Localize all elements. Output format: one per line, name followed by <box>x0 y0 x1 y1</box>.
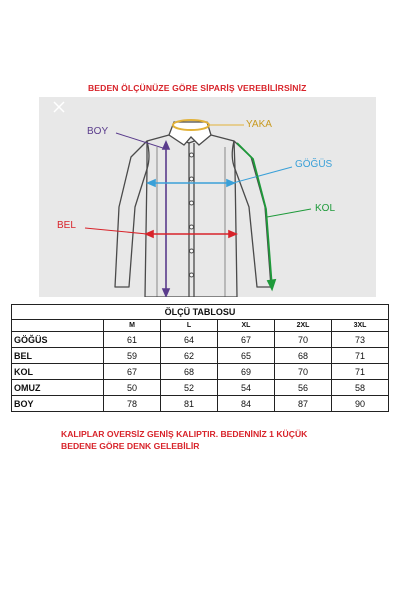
fit-warning-line-1: KALIPLAR OVERSİZ GENİŞ KALIPTIR. BEDENİNİZ 1 KÜÇÜK <box>61 429 308 439</box>
table-cell: 62 <box>161 348 218 364</box>
column-header-xl: XL <box>218 320 275 332</box>
table-cell: 61 <box>104 332 161 348</box>
label-yaka: YAKA <box>246 119 272 130</box>
table-cell: 71 <box>332 348 389 364</box>
table-cell: 58 <box>332 380 389 396</box>
table-cell: 87 <box>275 396 332 412</box>
table-cell: 65 <box>218 348 275 364</box>
collar <box>169 120 211 145</box>
column-header-m: M <box>104 320 161 332</box>
table-header-row <box>12 320 389 332</box>
table-cell: 52 <box>161 380 218 396</box>
shirt-measurement-diagram <box>39 97 376 297</box>
table-cell: 54 <box>218 380 275 396</box>
table-row <box>12 396 389 412</box>
column-header-2xl: 2XL <box>275 320 332 332</box>
fit-warning-line-2: BEDENE GÖRE DENK GELEBİLİR <box>61 441 200 451</box>
gogus-measure <box>148 167 292 186</box>
table-cell: 73 <box>332 332 389 348</box>
label-bel: BEL <box>57 220 76 231</box>
close-icon[interactable] <box>52 100 66 114</box>
table-cell: 81 <box>161 396 218 412</box>
table-title: ÖLÇÜ TABLOSU <box>12 305 389 320</box>
table-title-row <box>12 305 389 320</box>
table-cell: 68 <box>161 364 218 380</box>
table-cell: 67 <box>218 332 275 348</box>
column-header-3xl: 3XL <box>332 320 389 332</box>
bel-measure <box>85 228 236 237</box>
right-sleeve <box>234 141 271 287</box>
boy-measure <box>116 133 169 296</box>
table-row <box>12 332 389 348</box>
left-sleeve <box>115 141 147 287</box>
order-by-size-note: BEDEN ÖLÇÜNÜZE GÖRE SİPARİŞ VEREBİLİRSİNİZ <box>88 83 307 93</box>
table-cell: 90 <box>332 396 389 412</box>
row-label: BOY <box>12 396 104 412</box>
table-cell: 68 <box>275 348 332 364</box>
row-label: OMUZ <box>12 380 104 396</box>
table-cell: 64 <box>161 332 218 348</box>
table-row <box>12 348 389 364</box>
row-label: BEL <box>12 348 104 364</box>
row-label: KOL <box>12 364 104 380</box>
shirt-buttons <box>190 153 194 277</box>
table-row <box>12 364 389 380</box>
column-header <box>12 320 104 332</box>
label-boy: BOY <box>87 126 109 137</box>
fit-warning-note <box>61 428 361 452</box>
table-cell: 50 <box>104 380 161 396</box>
table-cell: 70 <box>275 332 332 348</box>
table-cell: 67 <box>104 364 161 380</box>
table-cell: 56 <box>275 380 332 396</box>
row-label: GÖĞÜS <box>12 332 104 348</box>
table-cell: 69 <box>218 364 275 380</box>
table-cell: 59 <box>104 348 161 364</box>
size-chart-table <box>11 304 389 412</box>
table-cell: 70 <box>275 364 332 380</box>
table-cell: 78 <box>104 396 161 412</box>
label-gogus: GÖĞÜS <box>295 159 333 170</box>
table-row <box>12 380 389 396</box>
label-kol: KOL <box>315 203 336 214</box>
table-cell: 84 <box>218 396 275 412</box>
column-header-l: L <box>161 320 218 332</box>
table-cell: 71 <box>332 364 389 380</box>
